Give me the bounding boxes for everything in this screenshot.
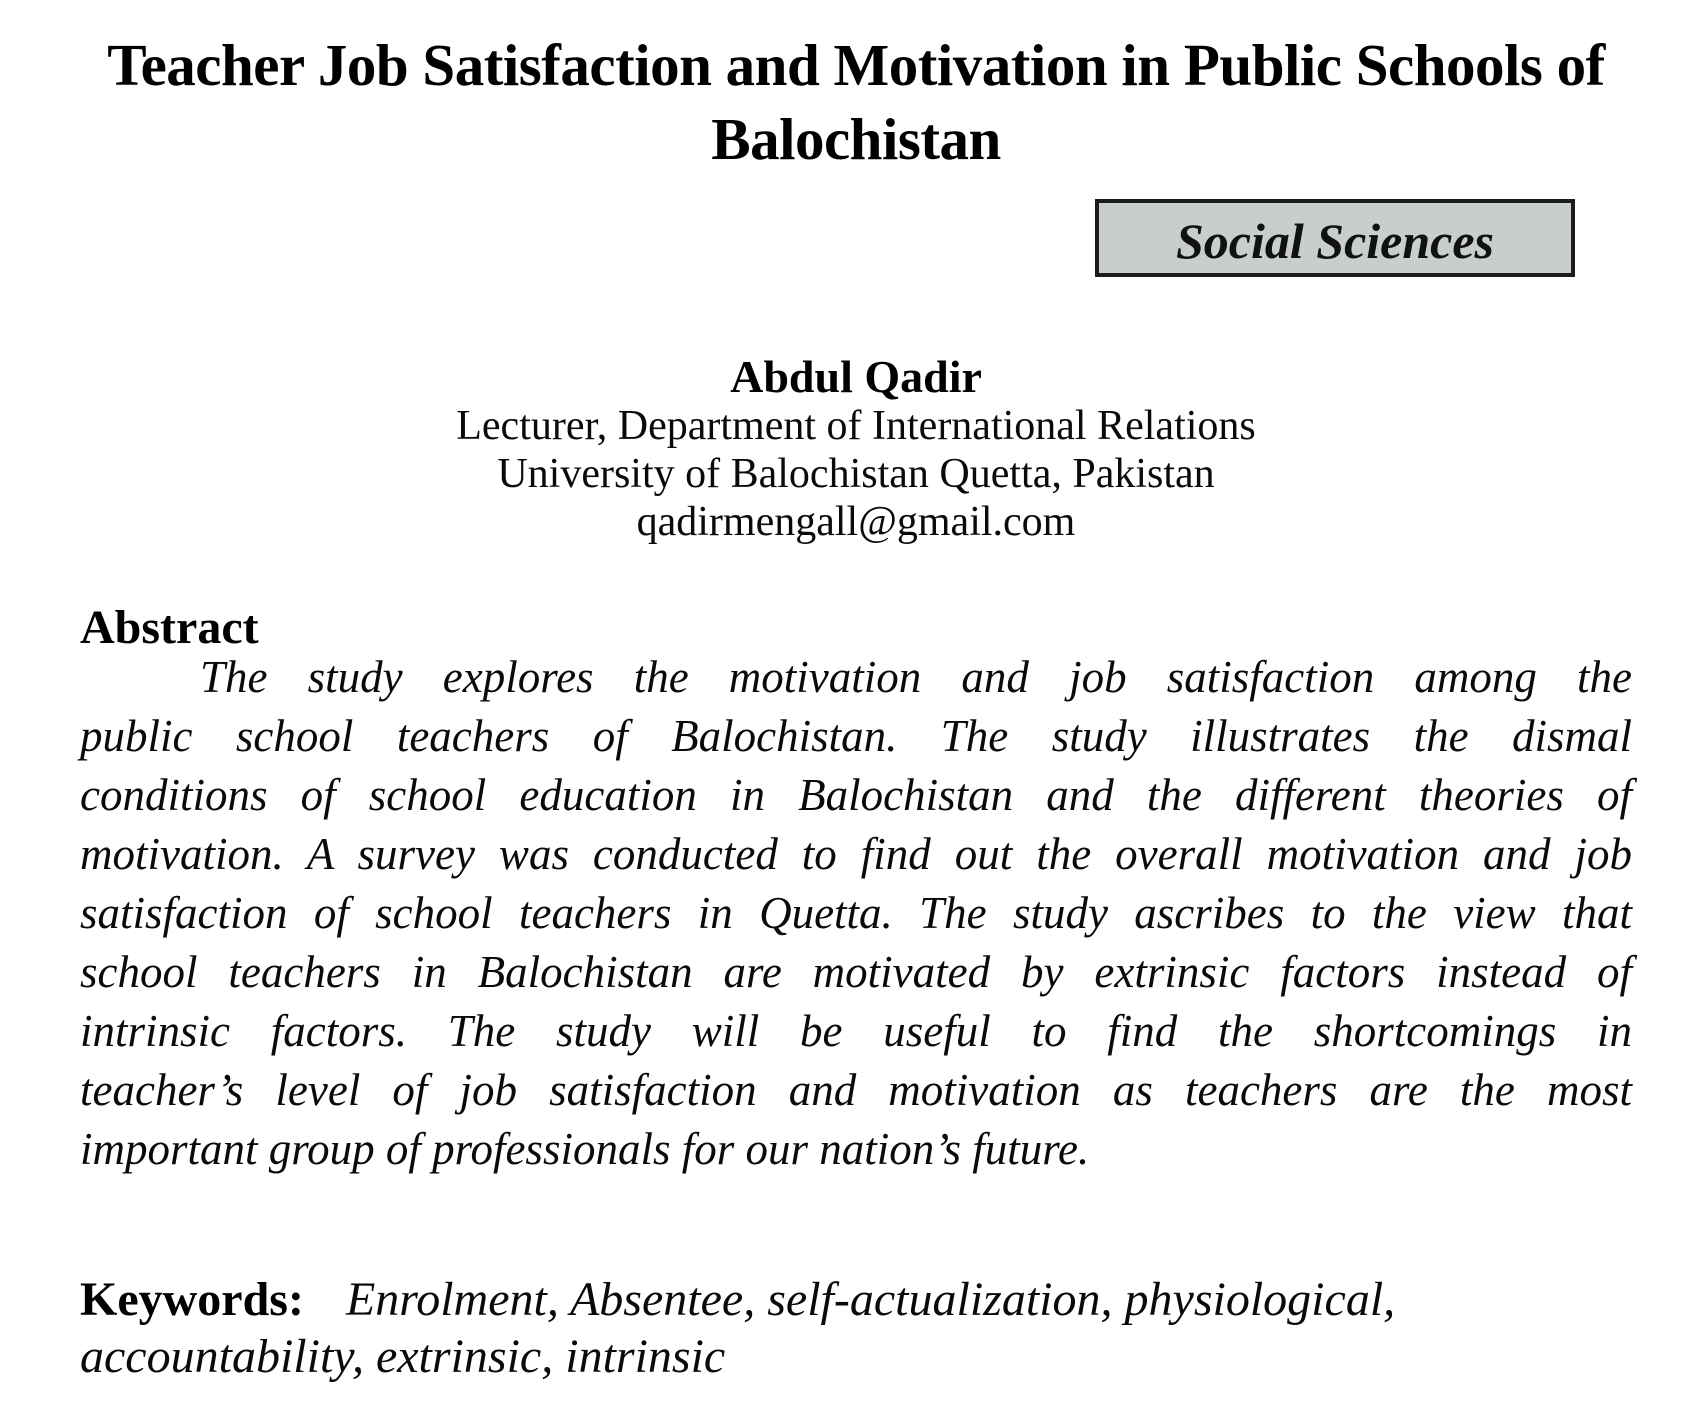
abstract-line: important group of professionals for our nation’s future.	[80, 1124, 1090, 1174]
keywords-section	[80, 1271, 1638, 1385]
abstract-line: intrinsic factors. The study will be useful to find the shortcomings in	[80, 1006, 1632, 1056]
abstract-line: teacher’s level of job satisfaction and motivation as teachers are the most	[80, 1065, 1632, 1115]
abstract-line: school teachers in Balochistan are motivated by extrinsic factors instead of	[80, 947, 1632, 997]
abstract-line: conditions of school education in Balochistan and the different theories of	[80, 770, 1632, 820]
category-label: Social Sciences	[1175, 212, 1495, 269]
abstract-line: The study explores the motivation and job satisfaction among the	[200, 652, 1632, 702]
title-line-1: Teacher Job Satisfaction and Motivation in Public Schools of	[107, 32, 1605, 98]
abstract-line: public school teachers of Balochistan. The study illustrates the dismal	[80, 711, 1632, 761]
author-affiliation: University of Balochistan Quetta, Pakistan	[497, 451, 1215, 497]
author-email: qadirmengall@gmail.com	[636, 499, 1076, 545]
keywords-label: Keywords:	[80, 1273, 304, 1326]
abstract-paragraph	[80, 648, 1632, 1179]
keywords-list: Enrolment, Absentee, self-actualization, physiological, accountability, extrinsic, intrinsic	[80, 1273, 1396, 1383]
category-box	[1095, 199, 1575, 277]
author-name: Abdul Qadir	[730, 351, 982, 402]
abstract-heading: Abstract	[80, 601, 259, 654]
title-line-2: Balochistan	[711, 106, 1001, 172]
author-block	[80, 352, 1632, 546]
author-role: Lecturer, Department of International Relations	[456, 403, 1256, 449]
abstract-line: motivation. A survey was conducted to find out the overall motivation and job	[80, 829, 1632, 879]
paper-title	[80, 28, 1632, 176]
abstract-line: satisfaction of school teachers in Quetta. The study ascribes to the view that	[80, 888, 1632, 938]
